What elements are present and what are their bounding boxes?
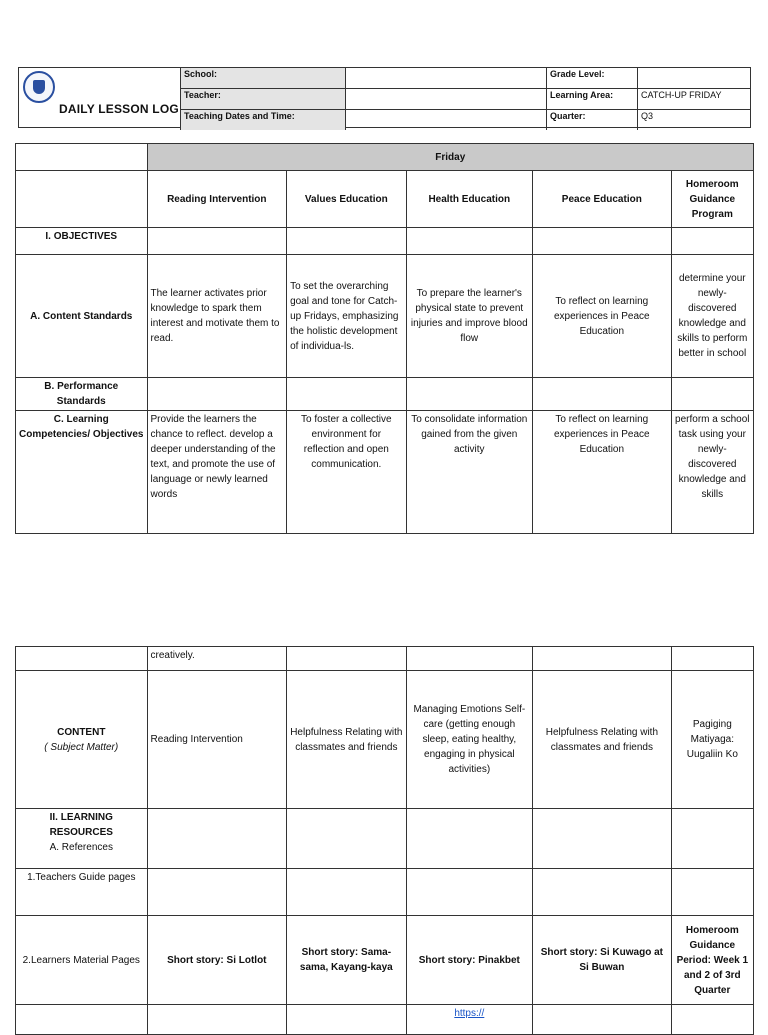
table-cell (16, 647, 148, 671)
table-cell: Pagiging Matiyaga: Uugaliin Ko (671, 671, 753, 809)
row-label-competencies: C. Learning Competencies/ Objectives (16, 411, 148, 534)
table-cell: Helpfulness Relating with classmates and friends (533, 671, 672, 809)
table-cell (287, 869, 406, 916)
quarter-field[interactable]: Q3 (638, 110, 751, 131)
table-cell (406, 228, 533, 255)
lesson-log-header (18, 67, 751, 128)
table-cell (671, 228, 753, 255)
table-cell (671, 809, 753, 869)
table-cell: creatively. (147, 647, 287, 671)
school-field[interactable] (346, 68, 547, 89)
table-cell: To prepare the learner's physical state to prevent injuries and improve blood flow (406, 255, 533, 378)
table-cell: To consolidate information gained from the given activity (406, 411, 533, 534)
grade-level-field[interactable] (638, 68, 751, 89)
table-cell (533, 809, 672, 869)
table-cell: Short story: Sama-sama, Kayang-kaya (287, 916, 406, 1005)
table-cell (533, 378, 672, 411)
table-cell (533, 647, 672, 671)
lesson-table-page2 (15, 646, 754, 1035)
table-cell (406, 809, 533, 869)
table-cell (287, 378, 406, 411)
table-cell (406, 869, 533, 916)
table-cell: To reflect on learning experiences in Peace Education (533, 255, 672, 378)
table-cell (671, 869, 753, 916)
teacher-label: Teacher: (181, 89, 346, 110)
corner-cell (16, 144, 148, 171)
content-label: CONTENT (57, 726, 106, 738)
row-label-learning-resources (16, 809, 148, 869)
header-title-cell (19, 68, 181, 127)
table-cell (147, 809, 287, 869)
quarter-label: Quarter: (547, 110, 638, 131)
blank-cell (16, 171, 148, 228)
table-cell (406, 647, 533, 671)
row-label-content (16, 671, 148, 809)
column-header: Reading Intervention (147, 171, 287, 228)
resources-label: II. LEARNING RESOURCES (49, 812, 113, 838)
table-cell (406, 1005, 533, 1035)
table-cell: Short story: Pinakbet (406, 916, 533, 1005)
references-label: A. References (49, 842, 113, 853)
table-cell: Reading Intervention (147, 671, 287, 809)
row-label-learners-material: 2.Learners Material Pages (16, 916, 148, 1005)
grade-level-label: Grade Level: (547, 68, 638, 89)
table-cell: Short story: Si Lotlot (147, 916, 287, 1005)
teaching-dates-label: Teaching Dates and Time: (181, 110, 346, 131)
table-cell (147, 228, 287, 255)
table-cell (671, 647, 753, 671)
table-cell (16, 1005, 148, 1035)
page-title: DAILY LESSON LOG (59, 102, 179, 116)
learning-area-label: Learning Area: (547, 89, 638, 110)
table-cell (287, 809, 406, 869)
teacher-field[interactable] (346, 89, 547, 110)
table-cell: perform a school task using your newly-discovered knowledge and skills (671, 411, 753, 534)
row-label-teachers-guide: 1.Teachers Guide pages (16, 869, 148, 916)
table-cell (533, 869, 672, 916)
table-cell (287, 1005, 406, 1035)
table-cell: Short story: Si Kuwago at Si Buwan (533, 916, 672, 1005)
column-header: Health Education (406, 171, 533, 228)
content-sublabel: ( Subject Matter) (44, 741, 119, 753)
learning-area-field[interactable]: CATCH-UP FRIDAY (638, 89, 751, 110)
column-header: Homeroom Guidance Program (671, 171, 753, 228)
table-cell: Managing Emotions Self-care (getting enough sleep, eating healthy, engaging in physical activities) (406, 671, 533, 809)
table-cell (671, 1005, 753, 1035)
teaching-dates-field[interactable] (346, 110, 547, 131)
row-label-performance-standards: B. Performance Standards (16, 378, 148, 411)
table-cell: Homeroom Guidance Period: Week 1 and 2 of 3rd Quarter (671, 916, 753, 1005)
table-cell (287, 647, 406, 671)
table-cell: The learner activates prior knowledge to spark them interest and motivate them to read. (147, 255, 287, 378)
day-header: Friday (147, 144, 753, 171)
table-cell (406, 378, 533, 411)
table-cell: To foster a collective environment for reflection and open communication. (287, 411, 406, 534)
row-label-content-standards: A. Content Standards (16, 255, 148, 378)
reference-link[interactable]: https:// (454, 1008, 485, 1019)
table-cell: To reflect on learning experiences in Peace Education (533, 411, 672, 534)
table-cell (147, 869, 287, 916)
table-cell (533, 228, 672, 255)
lesson-table-page1 (15, 143, 754, 534)
table-cell (147, 1005, 287, 1035)
column-header: Values Education (287, 171, 406, 228)
table-cell (671, 378, 753, 411)
deped-seal-icon (23, 71, 55, 103)
table-cell (147, 378, 287, 411)
table-cell: Provide the learners the chance to reflect. develop a deeper understanding of the text, and promote the use of language or newly learned words (147, 411, 287, 534)
table-cell: Helpfulness Relating with classmates and friends (287, 671, 406, 809)
row-label-objectives: I. OBJECTIVES (16, 228, 148, 255)
column-header: Peace Education (533, 171, 672, 228)
table-cell: determine your newly-discovered knowledge and skills to perform better in school (671, 255, 753, 378)
header-info-grid (180, 68, 750, 130)
table-cell (533, 1005, 672, 1035)
school-label: School: (181, 68, 346, 89)
table-cell (287, 228, 406, 255)
table-cell: To set the overarching goal and tone for Catch-up Fridays, emphasizing the holistic development of individua-ls. (287, 255, 406, 378)
